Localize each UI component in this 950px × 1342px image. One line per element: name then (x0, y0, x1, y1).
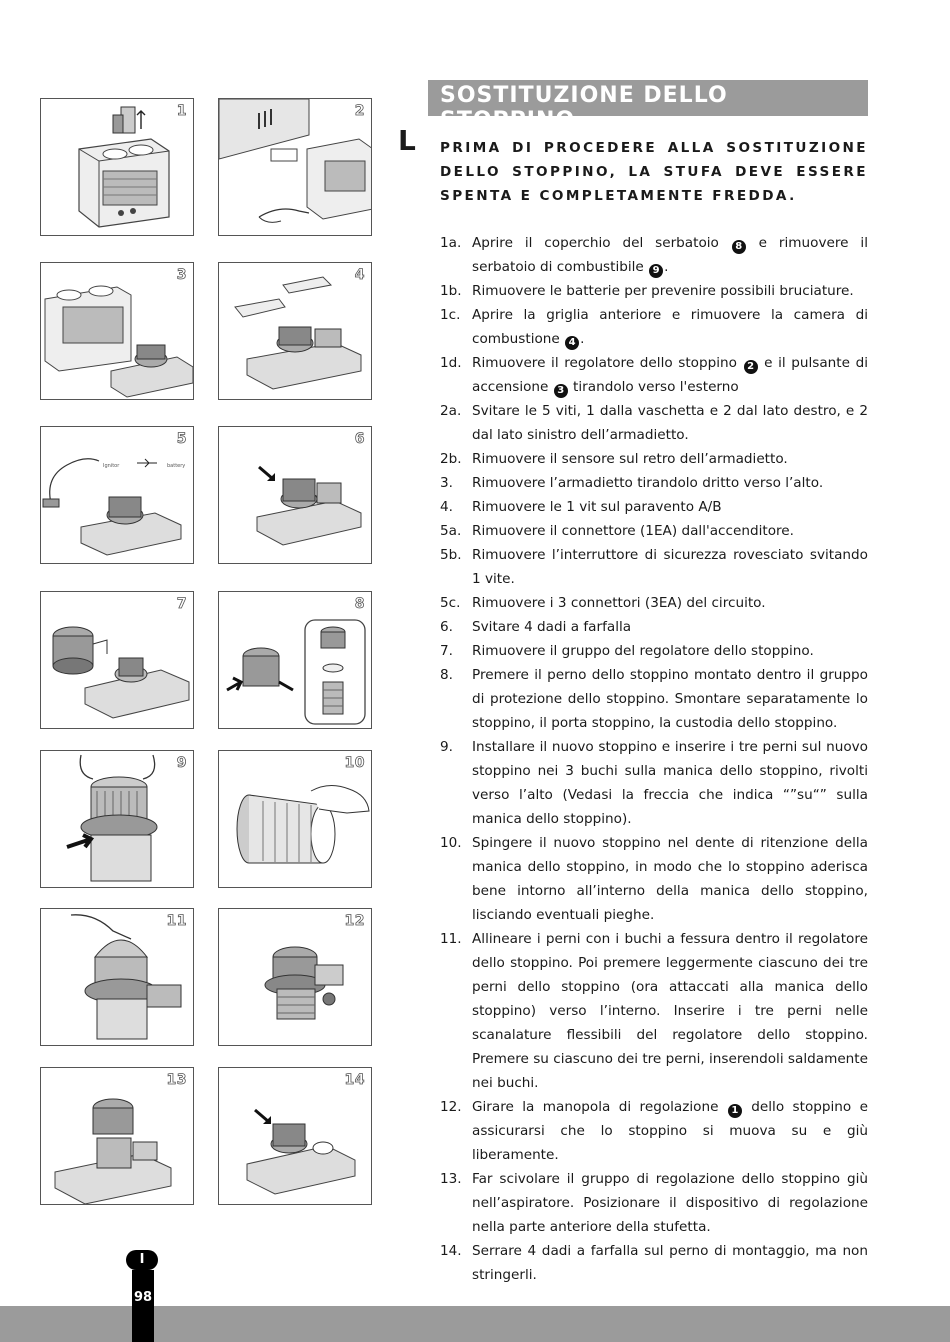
figure-number: 4 (354, 267, 365, 283)
part-reference-badge: 4 (565, 336, 579, 350)
figure-number: 5 (176, 431, 187, 447)
step-text: Spingere il nuovo stoppino nel dente di ritenzione della manica dello stoppino, in modo che lo stoppino aderisca bene intorno all’interno della manica dello stoppino, lisciando eventuali pieghe. (472, 835, 868, 923)
instruction-step (440, 471, 868, 495)
shield-removal-drawing (219, 263, 372, 400)
step-text: dello stoppino e assicurarsi che lo stoppino si muova su e giù liberamente. (472, 1099, 868, 1163)
step-text: . (664, 259, 669, 275)
step-label: 12. (440, 1099, 462, 1115)
figure-10 (218, 750, 372, 888)
step-label: 2b. (440, 451, 462, 467)
step-label: 1a. (440, 235, 462, 251)
step-text: Rimuovere il sensore sul retro dell’armadietto. (472, 451, 788, 467)
instruction-step (440, 1095, 868, 1167)
step-label: 7. (440, 643, 453, 659)
step-text: Installare il nuovo stoppino e inserire i tre perni sul nuovo stoppino nei 3 buchi sulla manica dello stoppino, rivolti verso l’alto (Vedasi la freccia che indica “”su“” sulla manica dello stoppino). (472, 739, 868, 827)
step-text: Rimuovere le 1 vit sul paravento A/B (472, 499, 722, 515)
step-label: 4. (440, 499, 453, 515)
wick-disassembly-drawing (219, 592, 372, 729)
section-title: SOSTITUZIONE DELLO STOPPINO (440, 83, 728, 133)
figure-3 (40, 262, 194, 400)
instruction-step (440, 399, 868, 447)
instruction-step (440, 831, 868, 927)
step-label: 14. (440, 1243, 462, 1259)
language-badge: I (126, 1250, 158, 1270)
step-label: 9. (440, 739, 453, 755)
connector-removal-drawing (41, 427, 194, 564)
wick-sleeve-drawing (219, 751, 372, 888)
instruction-step (440, 447, 868, 471)
step-text: Rimuovere le batterie per prevenire possibili bruciature. (472, 283, 854, 299)
figure-12 (218, 908, 372, 1046)
step-text: Premere il perno dello stoppino montato dentro il gruppo di protezione dello stoppino. Smontare separatamente lo stoppino, il porta stoppino, la custodia dello stoppino. (472, 667, 868, 731)
part-reference-badge: 2 (744, 360, 758, 374)
cabinet-lift-drawing (41, 263, 194, 400)
figure-5 (40, 426, 194, 564)
step-text: Svitare 4 dadi a farfalla (472, 619, 632, 635)
step-label: 1b. (440, 283, 462, 299)
figure-number: 13 (166, 1072, 187, 1088)
step-text: Svitare le 5 viti, 1 dalla vaschetta e 2 dal lato destro, e 2 dal lato sinistro dell’armadietto. (472, 403, 868, 443)
step-text: Serrare 4 dadi a farfalla sul perno di montaggio, ma non stringerli. (472, 1243, 868, 1283)
figure-number: 8 (354, 596, 365, 612)
part-reference-badge: 9 (649, 264, 663, 278)
instruction-step (440, 351, 868, 399)
battery-removal-drawing (219, 99, 372, 236)
instruction-list (440, 231, 868, 1287)
instruction-step (440, 1239, 868, 1287)
step-text: Rimuovere i 3 connettori (3EA) del circuito. (472, 595, 766, 611)
step-label: 5a. (440, 523, 462, 539)
step-label: 1d. (440, 355, 462, 371)
pin-alignment-drawing (41, 909, 194, 1046)
step-label: 11. (440, 931, 462, 947)
figure-8 (218, 591, 372, 729)
step-label: 8. (440, 667, 453, 683)
figure-number: 6 (354, 431, 365, 447)
step-text: Girare la manopola di regolazione (472, 1099, 727, 1115)
instruction-step (440, 303, 868, 351)
instruction-step (440, 1167, 868, 1239)
step-label: 3. (440, 475, 453, 491)
regulator-slide-drawing (41, 1068, 194, 1205)
section-letter: L (398, 124, 416, 157)
screw-removal-drawing (219, 427, 372, 564)
figure-number: 9 (176, 755, 187, 771)
step-label: 5b. (440, 547, 462, 563)
instruction-step (440, 279, 868, 303)
page-tab (132, 1270, 154, 1342)
figure-6 (218, 426, 372, 564)
instruction-step (440, 543, 868, 591)
figure-number: 2 (354, 103, 365, 119)
instruction-step (440, 495, 868, 519)
step-label: 10. (440, 835, 462, 851)
instruction-step (440, 231, 868, 279)
step-label: 5c. (440, 595, 461, 611)
step-label: 6. (440, 619, 453, 635)
step-text: tirandolo verso l'esterno (568, 379, 739, 395)
instruction-step (440, 663, 868, 735)
safety-warning: PRIMA DI PROCEDERE ALLA SOSTITUZIONE DELLO STOPPINO, LA STUFA DEVE ESSERE SPENTA E COMPLETAMENTE FREDDA. (440, 140, 868, 204)
figure-number: 12 (344, 913, 365, 929)
figure-number: 11 (166, 913, 187, 929)
step-text: Rimuovere il regolatore dello stoppino (472, 355, 743, 371)
figure-2 (218, 98, 372, 236)
step-text: Rimuovere il gruppo del regolatore dello stoppino. (472, 643, 814, 659)
heater-tank-removal-drawing (41, 99, 194, 236)
figure-number: 3 (176, 267, 187, 283)
step-text: Far scivolare il gruppo di regolazione dello stoppino giù nell’aspiratore. Posizionare il dispositivo di regolazione nella parte anteriore della stufetta. (472, 1171, 868, 1235)
step-label: 2a. (440, 403, 462, 419)
part-reference-badge: 8 (732, 240, 746, 254)
step-text: Allineare i perni con i buchi a fessura dentro il regolatore dello stoppino. Poi premere leggermente ciascuno dei tre perni dello stoppino (ora attaccati alla manica dello stoppino) verso l’interno. Inserire i tre perni nelle scanalature flessibili del regolatore dello stoppino. Premere su ciascuno dei tre perni, inserendoli saldamente nei buchi. (472, 931, 868, 1091)
figure-1 (40, 98, 194, 236)
instruction-step (440, 519, 868, 543)
figure-number: 1 (176, 103, 187, 119)
instruction-step (440, 927, 868, 1095)
part-reference-badge: 3 (554, 384, 568, 398)
step-text: Rimuovere l’armadietto tirandolo dritto verso l’alto. (472, 475, 824, 491)
step-label: 1c. (440, 307, 461, 323)
instruction-step (440, 615, 868, 639)
figure-4 (218, 262, 372, 400)
regulator-lift-drawing (41, 592, 194, 729)
wick-install-drawing (41, 751, 194, 888)
step-text: Rimuovere l’interruttore di sicurezza rovesciato svitando 1 vite. (472, 547, 868, 587)
part-reference-badge: 1 (728, 1104, 742, 1118)
figure-11 (40, 908, 194, 1046)
figure-13 (40, 1067, 194, 1205)
step-text: e il pulsante di accensione (472, 355, 868, 395)
step-text: . (580, 331, 585, 347)
step-text: Rimuovere il connettore (1EA) dall'accenditore. (472, 523, 794, 539)
figure-9 (40, 750, 194, 888)
instruction-step (440, 639, 868, 663)
battery-label: battery (167, 463, 186, 469)
figure-number: 14 (344, 1072, 365, 1088)
section-title-bar (428, 80, 868, 133)
step-text: e rimuovere il serbatoio di combustibile (472, 235, 868, 275)
ignitor-label: Ignitor (103, 463, 120, 469)
figure-14 (218, 1067, 372, 1205)
nut-tightening-drawing (219, 1068, 372, 1205)
regulator-check-drawing (219, 909, 372, 1046)
figure-7 (40, 591, 194, 729)
figure-number: 7 (176, 596, 187, 612)
instruction-step (440, 735, 868, 831)
page-number: 98 (133, 1290, 153, 1305)
figure-number: 10 (344, 755, 365, 771)
step-text: Aprire il coperchio del serbatoio (472, 235, 731, 251)
step-label: 13. (440, 1171, 462, 1187)
instruction-step (440, 591, 868, 615)
step-text: Aprire la griglia anteriore e rimuovere la camera di combustione (472, 307, 868, 347)
